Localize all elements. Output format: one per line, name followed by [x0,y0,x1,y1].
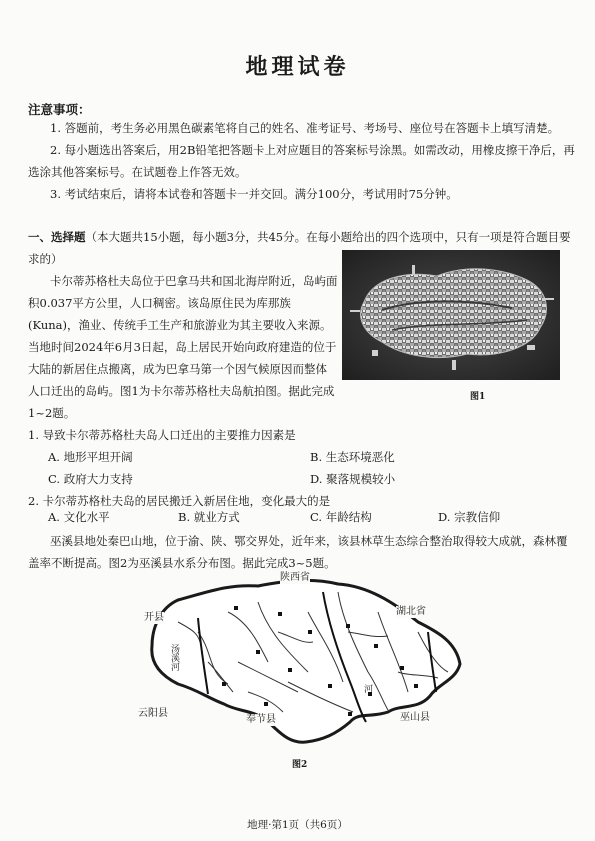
figure-1-caption: 图1 [470,392,486,402]
question-1-option-d: D. 聚落规模较小 [310,472,396,486]
notice-item-1: 1. 答题前，考生务必用黑色碳素笔将自己的姓名、准考证号、考场号、座位号在答题卡上填写清楚。 [50,121,560,135]
map-label-shaanxi: 陕西省 [280,572,310,583]
map-label-river-center: 河 [364,685,374,695]
question-1-stem: 1. 导致卡尔蒂苏格杜夫岛人口迁出的主要推力因素是 [28,428,296,442]
map-label-yunyang: 云阳县 [138,708,168,719]
figure-2-caption: 图2 [292,760,308,770]
section-title: 一、选择题 [28,230,86,244]
notice-heading: 注意事项： [28,102,91,117]
county-boundary-map [138,572,468,752]
question-2-option-b: B. 就业方式 [178,510,240,524]
map-label-wushan: 巫山县 [400,712,430,723]
aerial-island-image [342,250,560,380]
map-label-hubei: 湖北省 [396,606,426,617]
question-1-option-a: A. 地形平坦开阔 [48,450,133,464]
question-2-stem: 2. 卡尔蒂苏格杜夫岛的居民搬迁入新居住地，变化最大的是 [28,494,331,508]
question-1-option-c: C. 政府大力支持 [48,472,133,486]
notice-item-3: 3. 考试结束后，请将本试卷和答题卡一并交回。满分100分，考试用时75分钟。 [50,187,458,201]
page-footer: 地理·第1页（共6页） [247,819,348,831]
question-2-option-c: C. 年龄结构 [310,510,372,524]
section-description: （本大题共15小题，每小题3分，共45分。在每小题给出的四个选项中，只有一项是符合题目要求的） [28,230,571,266]
question-1 [28,424,576,490]
passage-2: 巫溪县地处秦巴山地，位于渝、陕、鄂交界处，近年来，该县林草生态综合整治取得较大成就，森林覆盖率不断提高。图2为巫溪县水系分布图。据此完成3~5题。 [28,534,568,570]
map-label-kaixian: 开县 [144,612,164,623]
question-2 [28,490,576,534]
map-label-river-left: 汤溪河 [169,644,179,671]
figure-1-aerial-photo [342,250,560,380]
notice-item-2: 2. 每小题选出答案后，用2B铅笔把答题卡上对应题目的答案标号涂黑。如需改动，用橡皮擦干净后，再选涂其他答案标号。在试题卷上作答无效。 [28,143,575,179]
figure-2-water-system-map [138,572,468,752]
question-2-option-d: D. 宗教信仰 [438,510,501,524]
page-title: 地理试卷 [245,54,350,80]
passage-1: 卡尔蒂苏格杜夫岛位于巴拿马共和国北海岸附近，岛屿面积0.037平方公里，人口稠密。该岛原住民为库那族(Kuna)，渔业、传统手工生产和旅游业为其主要收入来源。当地时间2024年6月3日起，岛上居民开始向政府建造的位于大陆的新居住点搬离，成为巴拿马第一个因气候原因而整体人口迁出的岛屿。图1为卡尔蒂苏格杜夫岛航拍图。据此完成1~2题。 [28,274,338,420]
question-1-option-b: B. 生态环境恶化 [310,450,395,464]
map-label-fengjie: 奉节县 [246,714,276,725]
question-2-option-a: A. 文化水平 [48,510,110,524]
